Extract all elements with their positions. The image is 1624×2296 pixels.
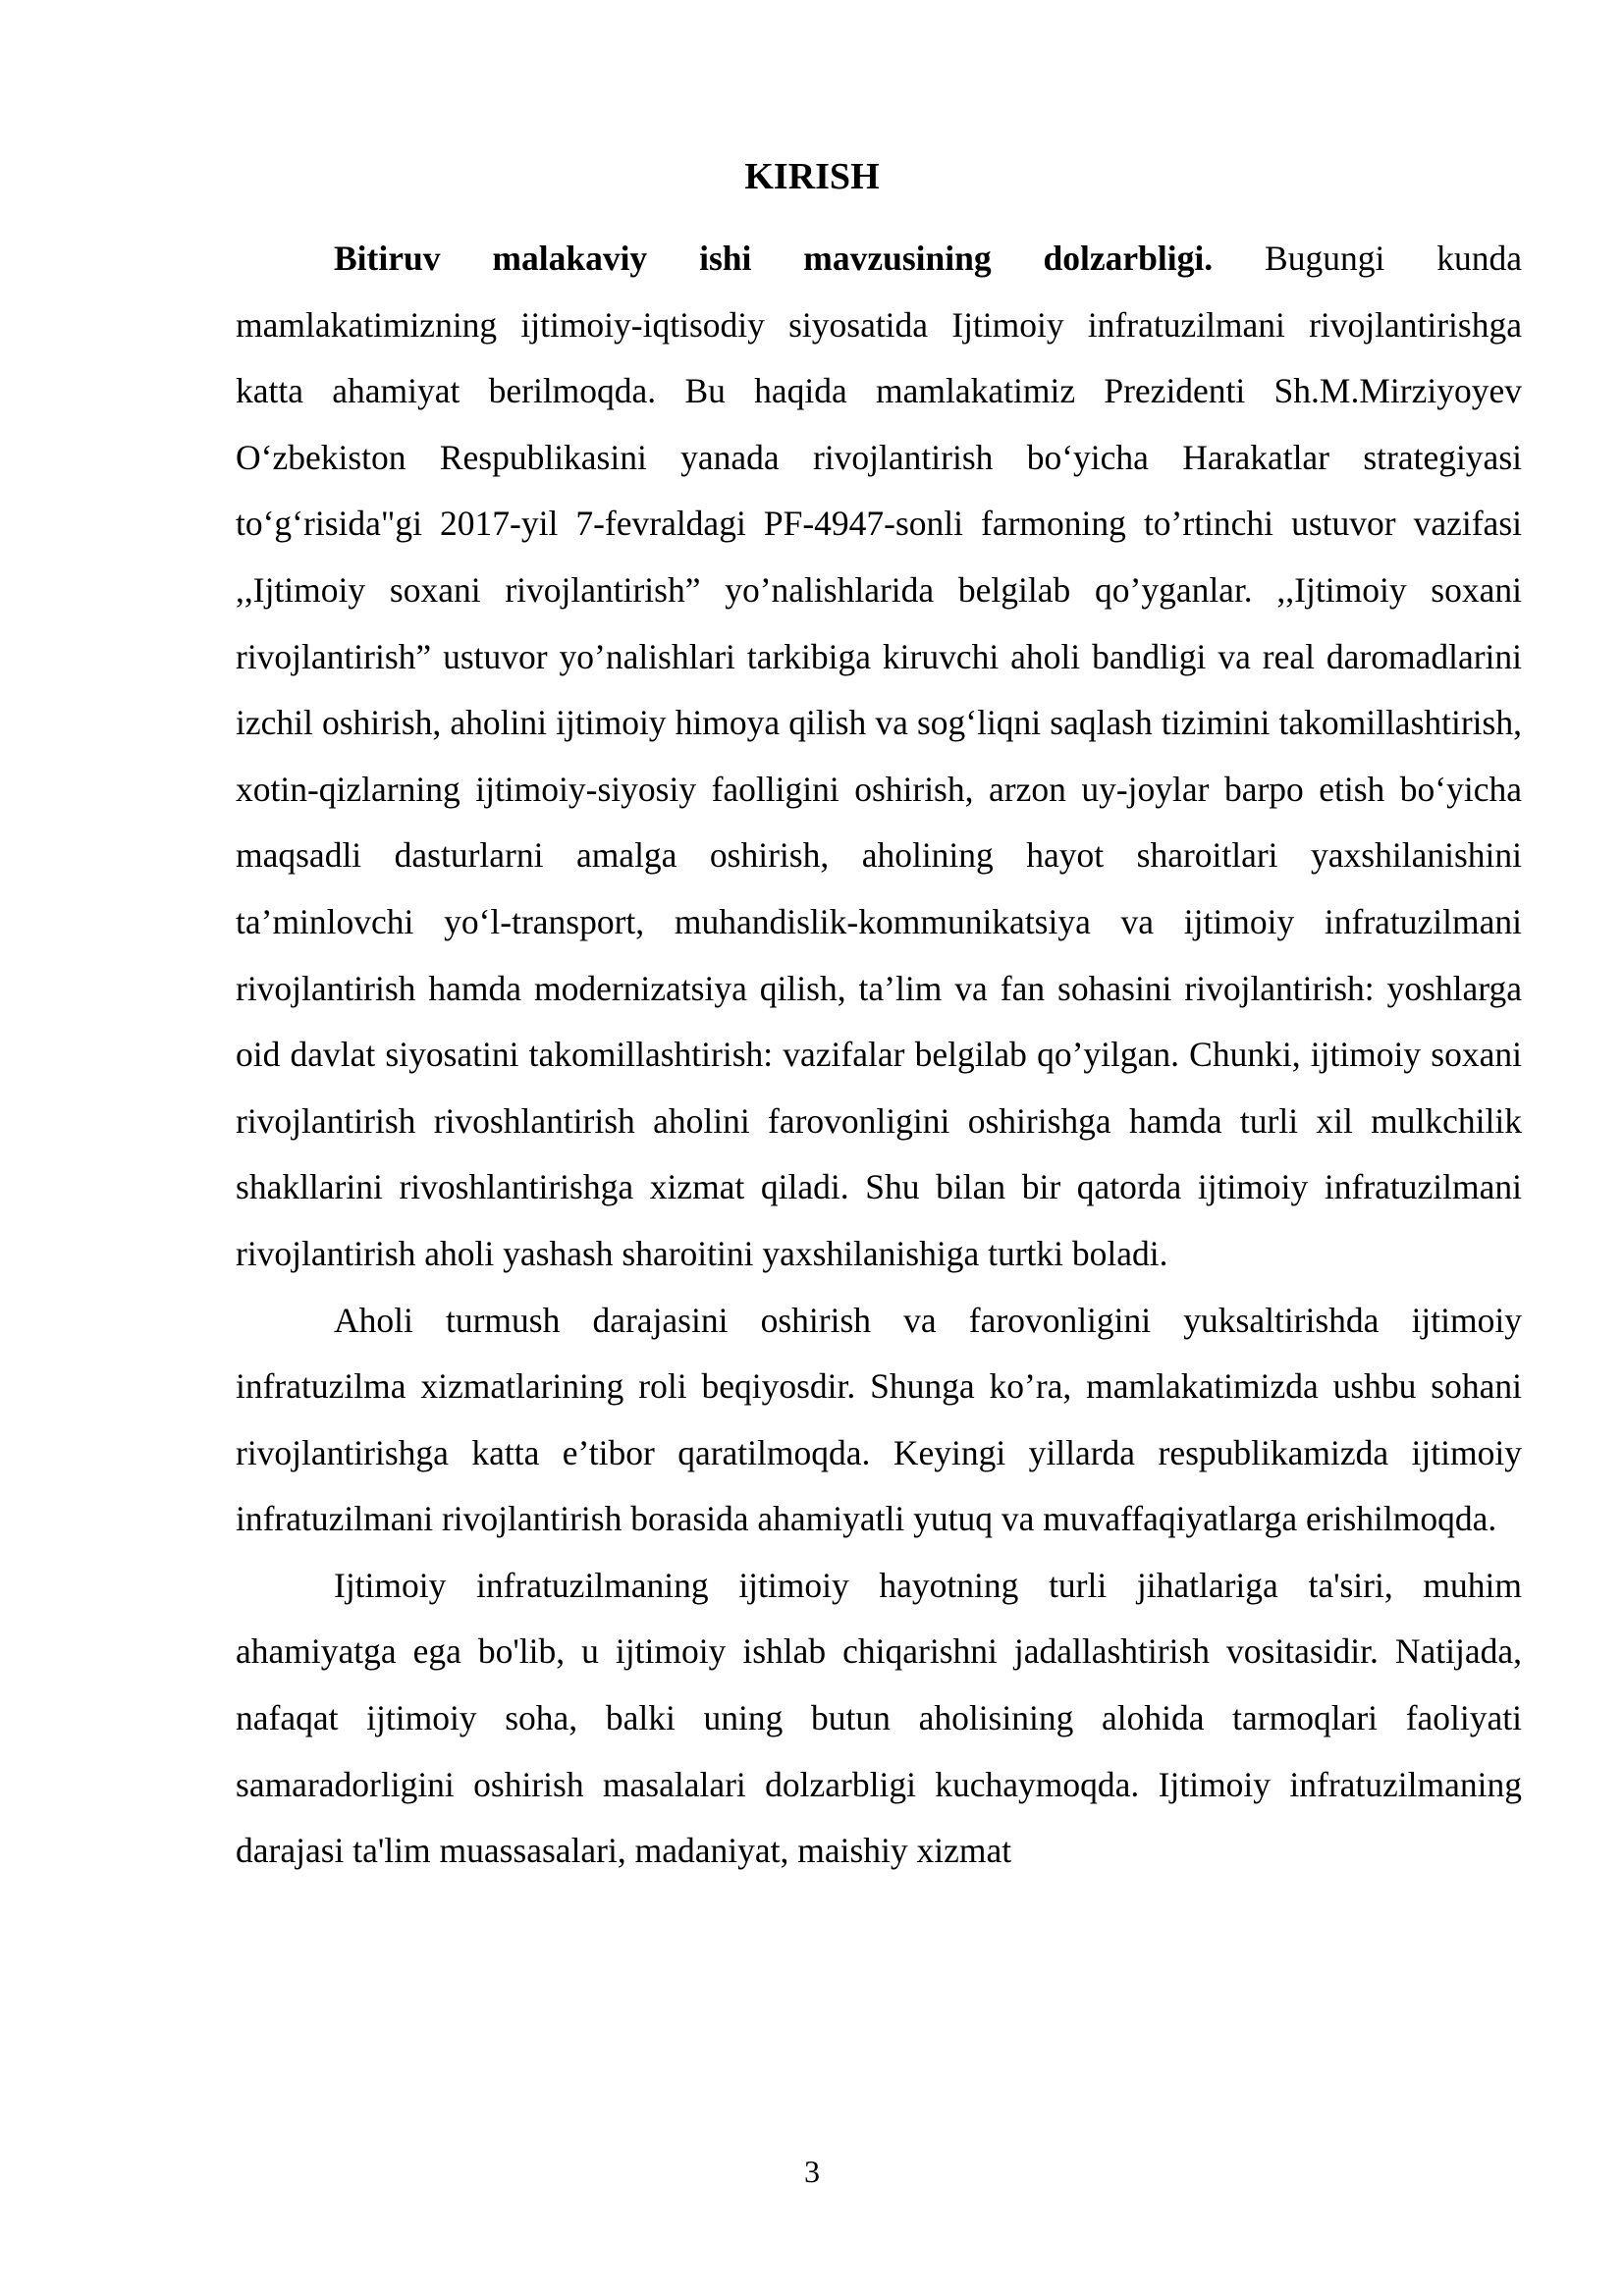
section-title: KIRISH (744, 156, 880, 197)
paragraph-text: Bugungi kunda mamlakatimizning ijtimoiy-iqtisodiy siyosatida Ijtimoiy infratuzilmani rivojlantirishga katta ahamiyat berilmoqda. Bu haqida mamlakatimiz Prezidenti Sh.M.Mirziyoyev O‘zbekiston Respublikasini yanada rivojlantirish bo‘yicha Harakatlar strategiyasi to‘g‘risida"gi 2017-yil 7-fevraldagi PF-4947-sonli farmoning to’rtinchi ustuvor vazifasi ,,Ijtimoiy soxani rivojlantirish” yo’nalishlarida belgilab qo’yganlar. ,,Ijtimoiy soxani rivojlantirish” ustuvor yo’nalishlari tarkibiga kiruvchi aholi bandligi va real daromadlarini izchil oshirish, aholini ijtimoiy himoya qilish va sog‘liqni saqlash tizimini takomillashtirish, xotin-qizlarning ijtimoiy-siyosiy faolligini oshirish, arzon uy-joylar barpo etish bo‘yicha maqsadli dasturlarni amalga oshirish, aholining hayot sharoitlari yaxshilanishini ta’minlovchi yo‘l-transport, muhandislik-kommunikatsiya va ijtimoiy infratuzilmani rivojlantirish hamda modernizatsiya qilish, ta’lim va fan sohasini rivojlantirish: yoshlarga oid davlat siyosatini takomillashtirish: vazifalar belgilab qo’yilgan. Chunki, ijtimoiy soxani rivojlantirish rivoshlantirish aholini farovonligini oshirishga hamda turli xil mulkchilik shakllarini rivoshlantirishga xizmat qiladi. Shu bilan bir qatorda ijtimoiy infratuzilmani rivojlantirish aholi yashash sharoitini yaxshilanishiga turtki boladi. (236, 239, 1522, 1273)
body-text (236, 226, 1522, 1885)
paragraph-3 (236, 1553, 1522, 1885)
paragraph-2 (236, 1288, 1522, 1553)
paragraph-1 (236, 226, 1522, 1288)
paragraph-text: Aholi turmush darajasini oshirish va farovonligini yuksaltirishda ijtimoiy infratuzilma xizmatlarining roli beqiyosdir. Shunga ko’ra, mamlakatimizda ushbu sohani rivojlantirishga katta e’tibor qaratilmoqda. Keyingi yillarda respublikamizda ijtimoiy infratuzilmani rivojlantirish borasida ahamiyatli yutuq va muvaffaqiyatlarga erishilmoqda. (236, 1300, 1522, 1539)
page-number: 3 (804, 2154, 820, 2189)
paragraph-lead: Bitiruv malakaviy ishi mavzusining dolzarbligi. (334, 239, 1214, 278)
paragraph-text: Ijtimoiy infratuzilmaning ijtimoiy hayotning turli jihatlariga ta'siri, muhim ahamiyatga ega bo'lib, u ijtimoiy ishlab chiqarishni jadallashtirish vositasidir. Natijada, nafaqat ijtimoiy soha, balki uning butun aholisining alohida tarmoqlari faoliyati samaradorligini oshirish masalalari dolzarbligi kuchaymoqda. Ijtimoiy infratuzilmaning darajasi ta'lim muassasalari, madaniyat, maishiy xizmat (236, 1565, 1522, 1871)
